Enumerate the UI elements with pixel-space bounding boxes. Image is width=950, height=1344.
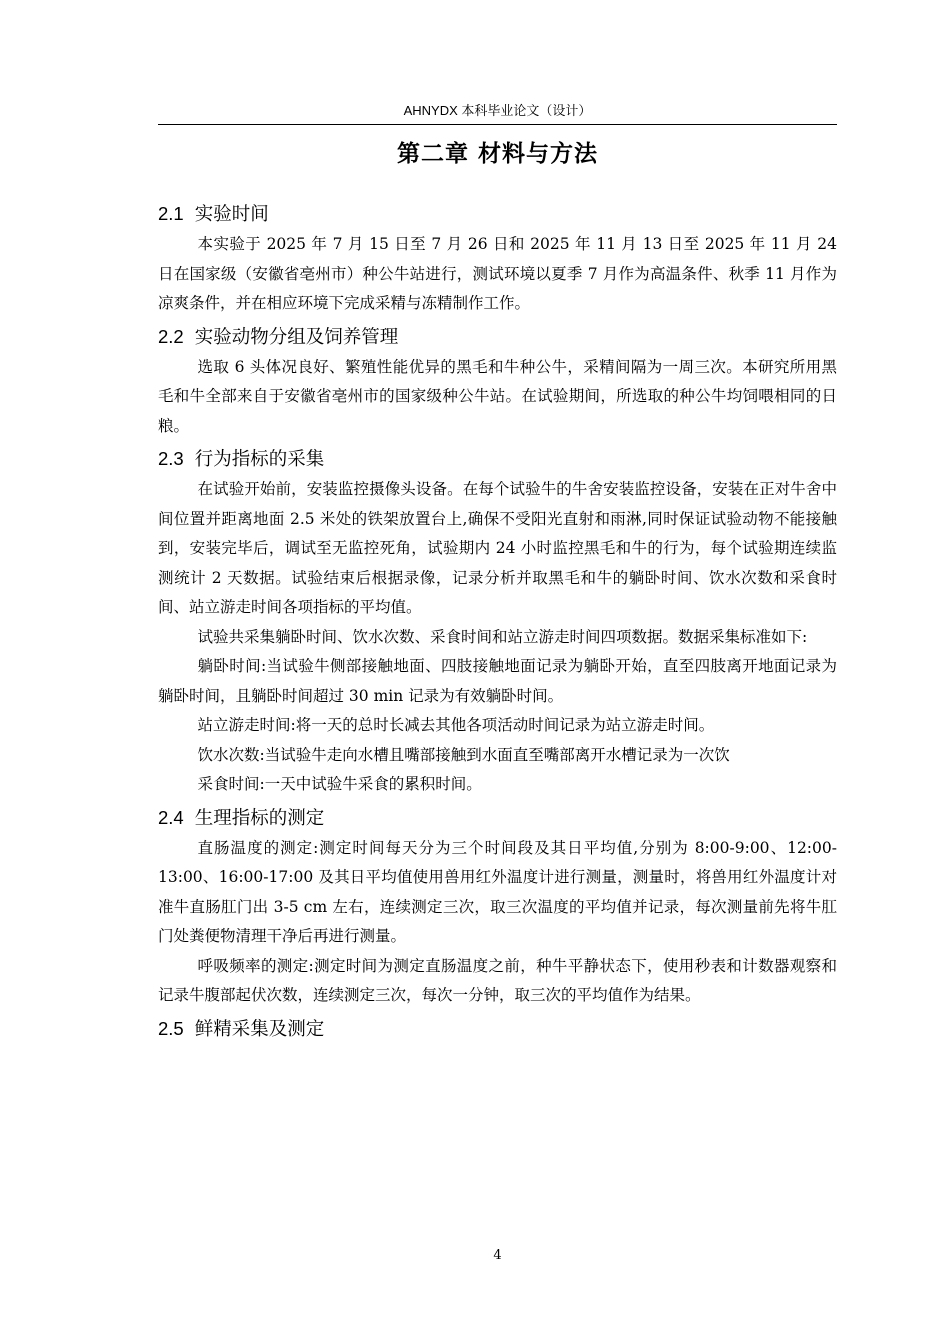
section-number: 2.4	[158, 806, 184, 828]
running-header: AHNYDX 本科毕业论文（设计）	[403, 103, 592, 118]
paragraph: 站立游走时间:将一天的总时长减去其他各项活动时间记录为站立游走时间。	[197, 716, 715, 734]
section-title: 生理指标的测定	[194, 807, 325, 829]
section-heading-2-4	[158, 806, 837, 830]
section-number: 2.2	[158, 325, 184, 347]
section-title: 实验时间	[194, 204, 269, 225]
section-title: 行为指标的采集	[194, 449, 325, 470]
section-number: 2.1	[158, 203, 184, 224]
section-number: 2.5	[158, 1017, 184, 1039]
paragraph: 采食时间:一天中试验牛采食的累积时间。	[197, 775, 482, 793]
section-title: 实验动物分组及饲养管理	[194, 326, 399, 348]
paragraph: 饮水次数:当试验牛走向水槽且嘴部接触到水面直至嘴部离开水槽记录为一次饮	[197, 745, 730, 764]
header-divider	[158, 124, 837, 125]
paragraph: 呼吸频率的测定:测定时间为测定直肠温度之前，种牛平静状态下，使用秒表和计数器观察和记录牛腹部起伏次数，连续测定三次，每次一分钟，取三次的平均值作为结果。	[158, 956, 837, 1004]
chapter-title: 第二章 材料与方法	[396, 141, 598, 167]
page-number: 4	[493, 1248, 502, 1263]
section-heading-2-2	[158, 325, 837, 349]
section-heading-2-5	[158, 1017, 837, 1041]
document-body	[158, 196, 837, 1045]
section-heading-2-3	[158, 447, 837, 471]
paragraph: 选取 6 头体况良好、繁殖性能优异的黑毛和牛种公牛，采精间隔为一周三次。本研究所用黑毛和牛全部来自于安徽省亳州市的国家级种公牛站。在试验期间，所选取的种公牛均饲喂相同的日粮。	[158, 357, 837, 435]
paragraph: 在试验开始前，安装监控摄像头设备。在每个试验牛的牛舍安装监控设备，安装在正对牛舍中间位置并距离地面 2.5 米处的铁架放置台上,确保不受阳光直射和雨淋,同时保证试验动物不能接触到，安装完毕后，调试至无监控死角，试验期内 24 小时监控黑毛和牛的行为，每个试验期连续监测统计 2 天数据。试验结束后根据录像，记录分析并取黑毛和牛的躺卧时间、饮水次数和采食时间、站立游走时间各项指标的平均值。	[158, 480, 837, 616]
section-number: 2.3	[158, 448, 184, 469]
paragraph: 躺卧时间:当试验牛侧部接触地面、四肢接触地面记录为躺卧开始，直至四肢离开地面记录为躺卧时间，且躺卧时间超过 30 min 记录为有效躺卧时间。	[158, 657, 837, 705]
section-title: 鲜精采集及测定	[194, 1018, 325, 1040]
paragraph: 本实验于 2025 年 7 月 15 日至 7 月 26 日和 2025 年 11 月 13 日至 2025 年 11 月 24 日在国家级（安徽省亳州市）种公牛站进行，测试环境以夏季 7 月作为高温条件、秋季 11 月作为凉爽条件，并在相应环境下完成采精与冻精制作工作。	[158, 235, 837, 312]
paragraph: 直肠温度的测定:测定时间每天分为三个时间段及其日平均值,分别为 8:00-9:00、12:00-13:00、16:00-17:00 及其日平均值使用兽用红外温度计进行测量，测量时，将兽用红外温度计对准牛直肠肛门出 3-5 cm 左右，连续测定三次，取三次温度的平均值并记录，每次测量前先将牛肛门处粪便物清理干净后再进行测量。	[158, 838, 837, 945]
paragraph: 试验共采集躺卧时间、饮水次数、采食时间和站立游走时间四项数据。数据采集标准如下:	[197, 627, 808, 646]
section-heading-2-1	[158, 202, 837, 226]
